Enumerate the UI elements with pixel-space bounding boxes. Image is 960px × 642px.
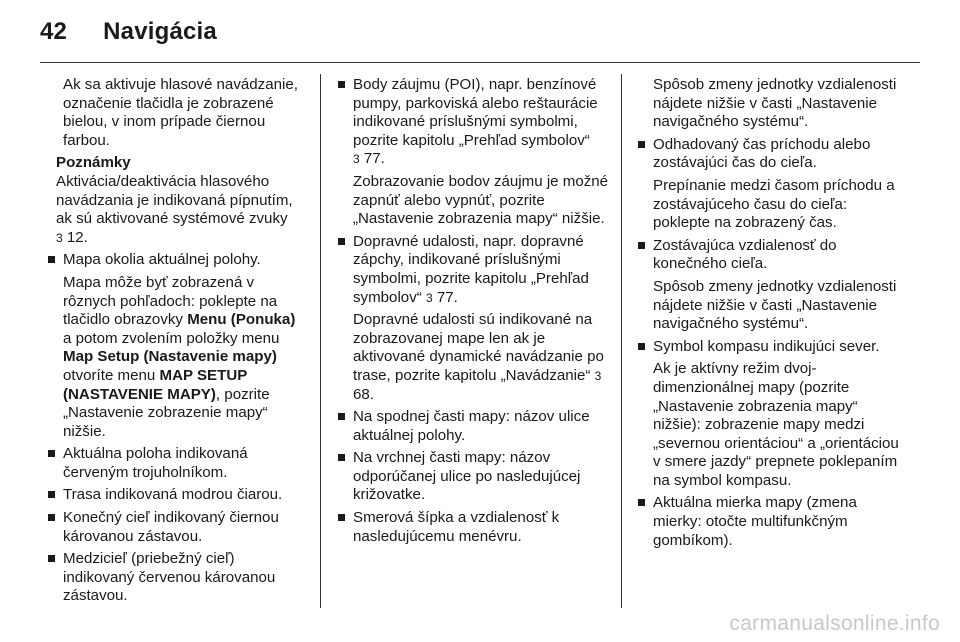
continued-paragraph: Spôsob zmeny jednotky vzdialenosti nájdete nižšie v časti „Nastavenie navigačného systému“. [653,76,897,131]
column-divider [621,74,622,608]
list-item: Na spodnej časti mapy: názov ulice aktuálnej polohy. [338,408,610,445]
header-rule [40,62,920,63]
list-item-detail: Mapa môže byť zobrazená v rôznych pohľadoch: poklepte na tlačidlo obrazovky Menu (Ponuka) a potom zvolením položky menu Map Setup (Nastavenie mapy) otvoríte menu MAP SETUP (NASTAVENIE MAPY), pozrite „Nastavenie zobrazenie mapy“ nižšie. [63,273,296,440]
list-item: Konečný cieľ indikovaný čiernou károvanou zástavou. [48,509,304,546]
ref-arrow-icon: 3 [353,152,360,167]
page-title: Navigácia [103,18,217,45]
list-item-detail: Dopravné udalosti sú indikované na zobrazovanej mape len ak je aktivované dynamické navádzanie po trase, pozrite kapitolu „Navádzanie“ 3 68. [353,311,604,403]
ref-arrow-icon: 3 [425,290,433,305]
column-divider [320,74,321,608]
list-item: Body záujmu (POI), napr. benzínové pumpy, parkoviská alebo reštaurácie indikované príslušnými symbolmi, pozrite kapitolu „Prehľad symbolov“ 3 77. [338,76,610,169]
watermark: carmanualsonline.info [729,612,940,635]
column-3 [638,76,908,554]
ref-arrow-icon: 3 [594,368,602,383]
list-item: Medzicieľ (priebežný cieľ) indikovaný červenou károvanou zástavou. [48,550,304,606]
column-2 [338,76,610,550]
list-item: Symbol kompasu indikujúci sever. [638,338,908,357]
note-text: Aktivácia/deaktivácia hlasového navádzania je indikovaná pípnutím, ak sú aktivované systémové zvuky 3 12. [56,172,293,246]
page-header [40,18,217,46]
note-block [48,154,304,247]
page-number: 42 [40,18,68,45]
list-item: Na vrchnej časti mapy: názov odporúčanej ulice po nasledujúcej križovatke. [338,449,610,505]
list-item: Zostávajúca vzdialenosť do konečného cieľa. [638,237,908,274]
list-item: Dopravné udalosti, napr. dopravné zápchy, indikované príslušnými symbolmi, pozrite kapitolu „Prehľad symbolov“ 3 77. [338,233,610,307]
ref-arrow-icon: 3 [56,230,63,245]
page-ref: 68. [353,385,374,403]
list-item-detail: Prepínanie medzi časom príchodu a zostávajúceho času do cieľa: poklepte na zobrazený čas. [653,176,895,232]
column-1 [48,76,304,610]
page-ref: 77. [436,288,458,306]
list-item: Trasa indikovaná modrou čiarou. [48,486,304,505]
list-item-detail: Zobrazovanie bodov záujmu je možné zapnúť alebo vypnúť, pozrite „Nastavenie zobrazenia mapy“ nižšie. [353,172,609,228]
page-ref: 77. [363,150,385,168]
list-item: Aktuálna poloha indikovaná červeným trojuholníkom. [48,445,304,482]
intro-paragraph: Ak sa aktivuje hlasové navádzanie, označenie tlačidla je zobrazené bielou, v inom prípade čiernou farbou. [63,76,298,149]
note-title: Poznámky [56,154,131,172]
list-item: Odhadovaný čas príchodu alebo zostávajúci čas do cieľa. [638,136,908,173]
list-item-detail: Ak je aktívny režim dvoj-dimenzionálnej mapy (pozrite „Nastavenie zobrazenia mapy“ nižšie): zobrazenie mapy medzi „severnou orientáciou“ a „orientáciou v smere jazdy“ prepnete poklepaním na symbol kompasu. [653,360,899,489]
list-item-detail: Spôsob zmeny jednotky vzdialenosti nájdete nižšie v časti „Nastavenie navigačného systému“. [653,277,897,333]
list-item: Smerová šípka a vzdialenosť k nasledujúcemu menévru. [338,509,610,546]
list-item: Aktuálna mierka mapy (zmena mierky: otočte multifunkčným gombíkom). [638,494,908,550]
list-item: Mapa okolia aktuálnej polohy. [48,251,304,270]
page-ref: 12. [66,228,88,246]
